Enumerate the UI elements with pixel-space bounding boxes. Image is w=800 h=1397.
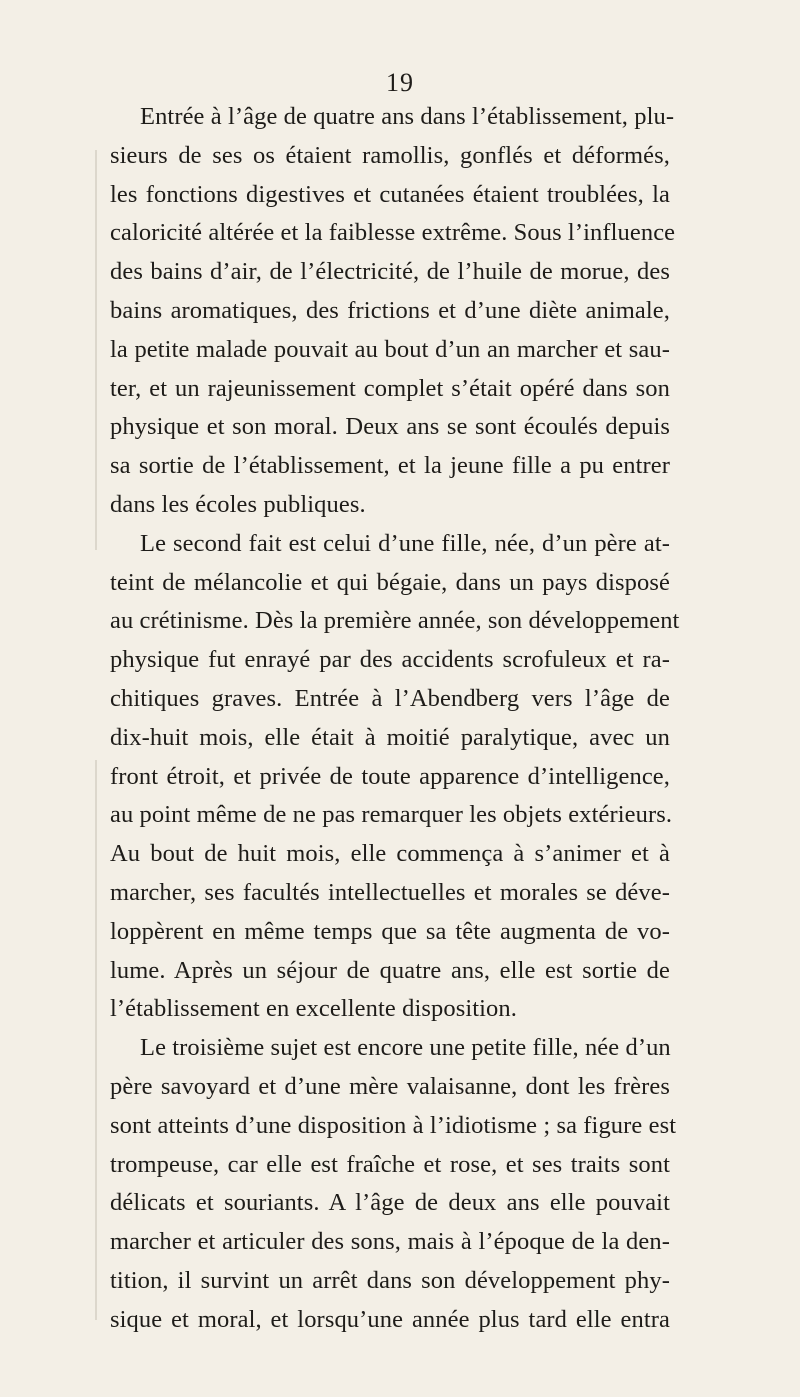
page-number: 19 [386,68,414,97]
text-line: sont atteints d’une disposition à l’idiotisme ; sa figure est [110,1111,677,1139]
text-line: dix-huit mois, elle était à moitié paralytique, avec un [110,723,670,751]
text-line: sa sortie de l’établissement, et la jeune fille a pu entrer [110,452,670,480]
text-line: marcher et articuler des sons, mais à l’époque de la den- [110,1228,670,1256]
text-line: physique et son moral. Deux ans se sont écoulés depuis [110,413,670,441]
text-line: délicats et souriants. A l’âge de deux ans elle pouvait [110,1189,670,1217]
text-line: dans les écoles publiques. [110,490,366,518]
text-line: loppèrent en même temps que sa tête augmenta de vo- [110,917,670,945]
text-line: sieurs de ses os étaient ramollis, gonflés et déformés, [110,141,670,169]
text-line: Le second fait est celui d’une fille, née, d’un père at- [140,529,670,557]
text-line: père savoyard et d’une mère valaisanne, dont les frères [110,1072,670,1100]
text-line: lume. Après un séjour de quatre ans, elle est sortie de [110,956,670,984]
text-line: front étroit, et privée de toute apparence d’intelligence, [110,762,670,790]
text-line: caloricité altérée et la faiblesse extrême. Sous l’influence [110,219,676,247]
text-line: des bains d’air, de l’électricité, de l’huile de morue, des [110,258,670,286]
text-line: Au bout de huit mois, elle commença à s’animer et à [110,840,670,868]
text-line: teint de mélancolie et qui bégaie, dans un pays disposé [110,568,670,596]
body-text [110,98,680,1340]
text-line: Entrée à l’âge de quatre ans dans l’établissement, plu- [140,103,675,130]
text-line: au point même de ne pas remarquer les objets extérieurs. [110,801,673,829]
text-line: sique et moral, et lorsqu’une année plus tard elle entra [110,1305,670,1333]
text-line: l’établissement en excellente disposition. [110,995,517,1023]
text-line: les fonctions digestives et cutanées étaient troublées, la [110,180,670,208]
binding-shadow [95,760,97,1320]
text-line: tition, il survint un arrêt dans son développement phy- [110,1266,670,1294]
text-line: marcher, ses facultés intellectuelles et morales se déve- [110,878,670,906]
text-line: physique fut enrayé par des accidents scrofuleux et ra- [110,646,670,674]
text-line: la petite malade pouvait au bout d’un an marcher et sau- [110,335,670,363]
text-line: bains aromatiques, des frictions et d’une diète animale, [110,296,670,324]
text-line: chitiques graves. Entrée à l’Abendberg vers l’âge de [110,684,670,712]
text-line: ter, et un rajeunissement complet s’était opéré dans son [110,374,670,402]
binding-shadow [95,150,97,550]
text-line: Le troisième sujet est encore une petite fille, née d’un [140,1034,671,1062]
text-line: trompeuse, car elle est fraîche et rose, et ses traits sont [110,1150,670,1178]
text-line: au crétinisme. Dès la première année, son développement [110,607,680,635]
